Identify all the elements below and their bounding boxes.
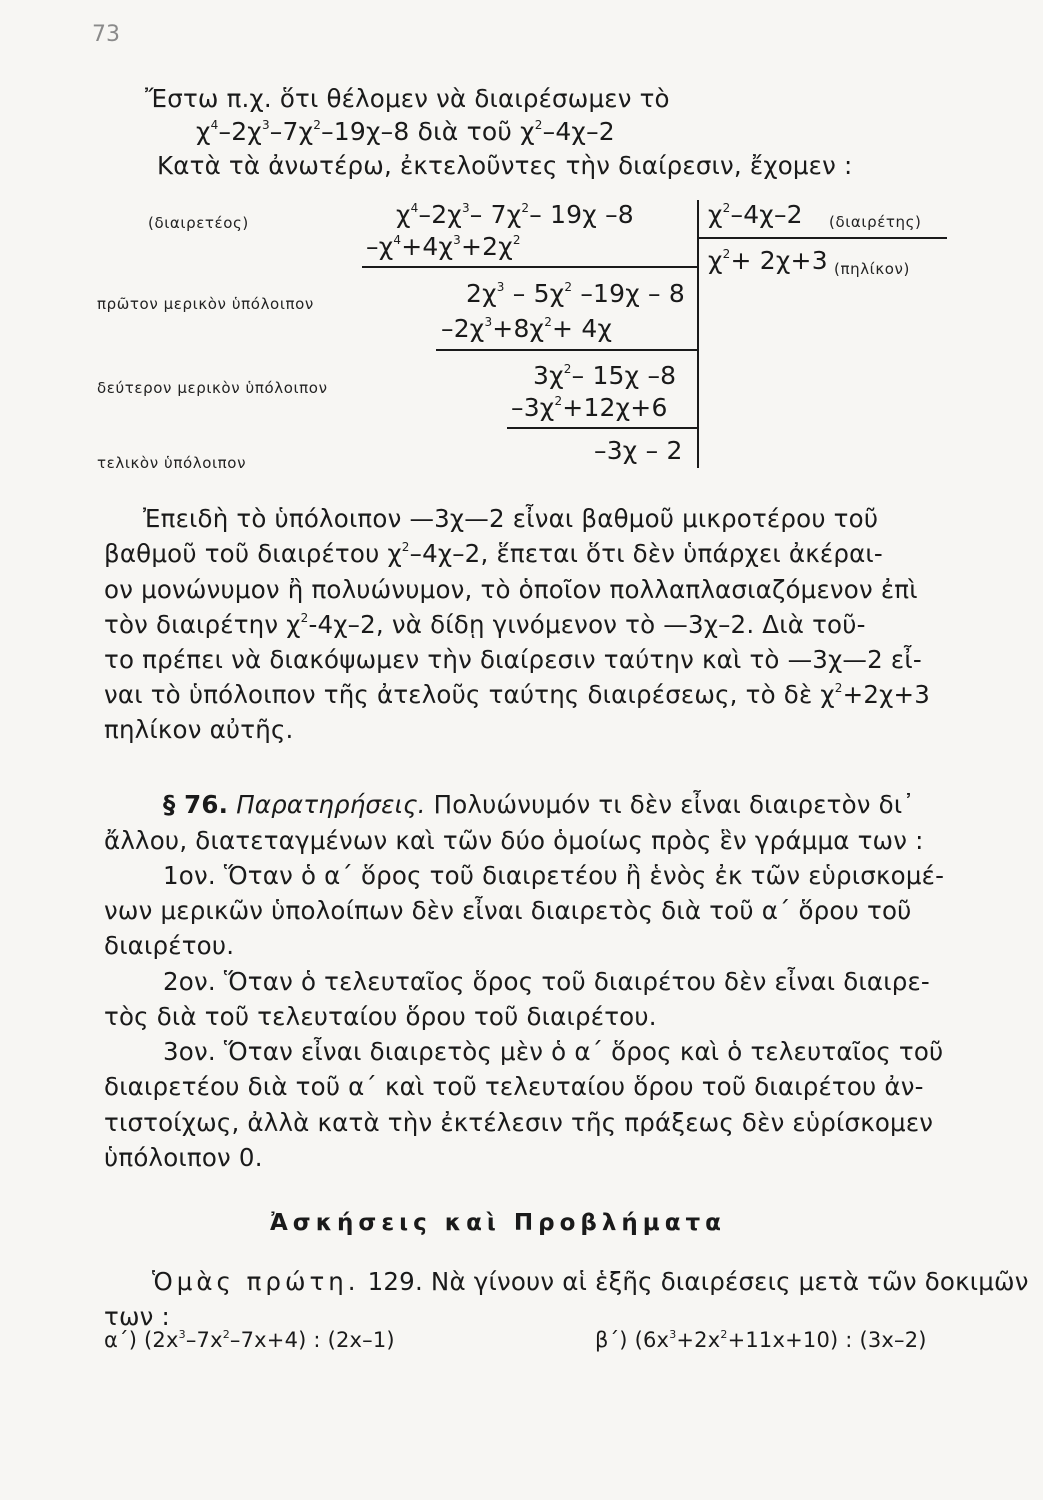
exercises-heading: Ἀσκήσεις καὶ Προβλήματα (270, 1210, 726, 1236)
subtraction-1: $-\chi^4+4\chi^3+2\chi^2$ (366, 232, 521, 261)
exercise-129-line-2: των : (104, 1302, 170, 1331)
remark-3-line-4: ὑπόλοιπον 0. (104, 1143, 263, 1172)
remainder-1-label: πρῶτον μερικὸν ὑπόλοιπον (97, 295, 314, 313)
rule-3 (507, 427, 697, 429)
subtraction-3: $-3\chi^2+12\chi+6$ (511, 393, 668, 422)
page-number: 73 (92, 22, 120, 47)
section-76-line-2: ἄλλου, διατεταγμένων καὶ τῶν δύο ὁμοίως πρὸς ἓν γράμμα των : (104, 826, 924, 855)
divisor-underline (697, 237, 947, 239)
exercise-a: α΄) $(2x^3-7x^2-7x+4)$ : (2x–1) (104, 1328, 395, 1352)
remainder-1: $2\chi^3 - 5\chi^2$ –19χ – 8 (466, 279, 685, 308)
remark-2-line-1: 2ον. Ὅταν ὁ τελευταῖος ὅρος τοῦ διαιρέτου δὲν εἶναι διαιρε- (163, 967, 930, 996)
remainder-2: $3\chi^2-$ 15χ –8 (533, 361, 677, 390)
section-title: Παρατηρήσεις. (236, 790, 426, 819)
exercise-129-line-1: Ὁμὰς πρώτη. 129. Νὰ γίνουν αἱ ἑξῆς διαιρέσεις μετὰ τῶν δοκιμῶν (152, 1267, 1029, 1296)
intro-line-1: Ἔστω π.χ. ὅτι θέλομεν νὰ διαιρέσωμεν τὸ (145, 84, 670, 113)
intro-line-3: Κατὰ τὰ ἀνωτέρω, ἐκτελοῦντες τὴν διαίρεσιν, ἔχομεν : (157, 151, 853, 180)
remark-3-line-3: τιστοίχως, ἀλλὰ κατὰ τὴν ἐκτέλεσιν τῆς πράξεως δὲν εὑρίσκομεν (104, 1108, 934, 1137)
divisor-label: (διαιρέτης) (829, 213, 922, 231)
quotient: $\chi^2+ 2\chi+3$ (708, 246, 828, 275)
remark-1-line-3: διαιρέτου. (104, 931, 235, 960)
remark-2-line-2: τὸς διὰ τοῦ τελευταίου ὅρου τοῦ διαιρέτου. (104, 1002, 657, 1031)
rule-1 (362, 266, 697, 268)
quotient-label: (πηλίκον) (834, 260, 910, 278)
divisor: $\chi^2-4\chi-2$ (708, 200, 803, 229)
exercise-b: β΄) $(6x^3+2x^2+11x+10)$ : (3x–2) (595, 1328, 927, 1352)
remark-3-line-2: διαιρετέου διὰ τοῦ α΄ καὶ τοῦ τελευταίου ὅρου τοῦ διαιρέτου ἀν- (104, 1072, 924, 1101)
explanation-line-1: Ἐπειδὴ τὸ ὑπόλοιπον —3χ—2 εἶναι βαθμοῦ μικροτέρου τοῦ (143, 504, 879, 533)
intro-line-2: $\chi^4-2\chi^3-7\chi^2-19\chi-8$ διὰ τοῦ $\chi^2-4\chi-2$ (196, 117, 615, 146)
final-remainder-label: τελικὸν ὑπόλοιπον (97, 454, 247, 472)
rule-2 (436, 349, 697, 351)
remark-1-line-1: 1ον. Ὅταν ὁ α΄ ὅρος τοῦ διαιρετέου ἢ ἑνὸς ἐκ τῶν εὑρισκομέ- (163, 861, 945, 890)
explanation-line-6: ναι τὸ ὑπόλοιπον τῆς ἀτελοῦς ταύτης διαιρέσεως, τὸ δὲ $\chi^2+2\chi+3$ (104, 680, 930, 709)
group-label: Ὁμὰς πρώτη. (152, 1267, 360, 1296)
section-76-line-1: § 76. Παρατηρήσεις. Πολυώνυμόν τι δὲν εἶναι διαιρετὸν δι᾽ (163, 790, 915, 819)
remark-1-line-2: νων μερικῶν ὑπολοίπων δὲν εἶναι διαιρετὸς διὰ τοῦ α΄ ὅρου τοῦ (104, 896, 912, 925)
subtraction-2: $-2\chi^3+8\chi^2+ 4\chi$ (441, 314, 613, 343)
section-number: § 76. (163, 790, 229, 819)
division-vertical-rule (697, 200, 699, 468)
explanation-line-2: βαθμοῦ τοῦ διαιρέτου $\chi^2-4\chi-2$, ἕπεται ὅτι δὲν ὑπάρχει ἀκέραι- (104, 539, 883, 568)
dividend-label: (διαιρετέος) (148, 214, 249, 232)
final-remainder: –3χ – 2 (594, 436, 683, 465)
explanation-line-4: τὸν διαιρέτην $\chi^2-4\chi-2$, νὰ δίδῃ γινόμενον τὸ —3χ–2. Διὰ τοῦ- (104, 610, 866, 639)
explanation-line-7: πηλίκον αὐτῆς. (104, 715, 294, 744)
explanation-line-5: το πρέπει νὰ διακόψωμεν τὴν διαίρεσιν ταύτην καὶ τὸ —3χ—2 εἶ- (104, 645, 922, 674)
remark-3-line-1: 3ον. Ὅταν εἶναι διαιρετὸς μὲν ὁ α΄ ὅρος καὶ ὁ τελευταῖος τοῦ (163, 1037, 944, 1066)
remainder-2-label: δεύτερον μερικὸν ὑπόλοιπον (97, 379, 328, 397)
explanation-line-3: ον μονώνυμον ἢ πολυώνυμον, τὸ ὁποῖον πολλαπλασιαζόμενον ἐπὶ (104, 575, 918, 604)
dividend: $\chi^4-2\chi^3-$ $7\chi^2-$ 19χ –8 (396, 200, 634, 229)
